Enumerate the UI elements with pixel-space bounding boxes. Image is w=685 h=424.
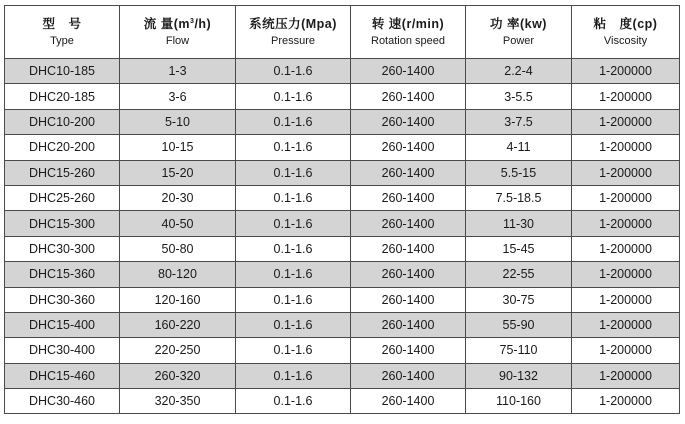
cell-pressure: 0.1-1.6 [236, 389, 351, 414]
table-row [5, 185, 680, 210]
header-power [466, 6, 572, 59]
cell-viscosity: 1-200000 [572, 84, 680, 109]
cell-type: DHC30-300 [5, 236, 120, 261]
cell-rotation-speed: 260-1400 [351, 135, 466, 160]
cell-type: DHC25-260 [5, 185, 120, 210]
cell-pressure: 0.1-1.6 [236, 59, 351, 84]
cell-flow: 40-50 [120, 211, 236, 236]
table-header-row [5, 6, 680, 59]
cell-flow: 3-6 [120, 84, 236, 109]
header-viscosity-zh: 粘 度(cp) [593, 17, 658, 31]
table-row [5, 262, 680, 287]
cell-viscosity: 1-200000 [572, 160, 680, 185]
cell-viscosity: 1-200000 [572, 363, 680, 388]
header-rotation-speed-en: Rotation speed [371, 35, 445, 47]
cell-pressure: 0.1-1.6 [236, 338, 351, 363]
table-row [5, 287, 680, 312]
cell-flow: 1-3 [120, 59, 236, 84]
cell-pressure: 0.1-1.6 [236, 236, 351, 261]
cell-pressure: 0.1-1.6 [236, 185, 351, 210]
header-flow-en: Flow [165, 35, 190, 47]
cell-rotation-speed: 260-1400 [351, 109, 466, 134]
cell-rotation-speed: 260-1400 [351, 312, 466, 337]
cell-flow: 80-120 [120, 262, 236, 287]
cell-power: 4-11 [466, 135, 572, 160]
cell-pressure: 0.1-1.6 [236, 287, 351, 312]
cell-rotation-speed: 260-1400 [351, 236, 466, 261]
table-row [5, 389, 680, 414]
cell-viscosity: 1-200000 [572, 211, 680, 236]
spec-table-container [4, 5, 680, 414]
cell-rotation-speed: 260-1400 [351, 389, 466, 414]
header-type [5, 6, 120, 59]
cell-type: DHC20-185 [5, 84, 120, 109]
header-pressure-en: Pressure [270, 35, 316, 47]
cell-type: DHC15-360 [5, 262, 120, 287]
cell-rotation-speed: 260-1400 [351, 363, 466, 388]
cell-type: DHC10-200 [5, 109, 120, 134]
header-flow-zh-pre: 流 量(m [143, 17, 191, 31]
cell-flow: 15-20 [120, 160, 236, 185]
table-row [5, 109, 680, 134]
cell-rotation-speed: 260-1400 [351, 59, 466, 84]
cell-type: DHC15-400 [5, 312, 120, 337]
cell-rotation-speed: 260-1400 [351, 338, 466, 363]
cell-pressure: 0.1-1.6 [236, 160, 351, 185]
header-type-zh: 型 号 [42, 17, 82, 31]
cell-viscosity: 1-200000 [572, 338, 680, 363]
table-row [5, 363, 680, 388]
cell-type: DHC15-260 [5, 160, 120, 185]
cell-power: 3-7.5 [466, 109, 572, 134]
cell-pressure: 0.1-1.6 [236, 363, 351, 388]
header-type-en: Type [50, 35, 74, 47]
table-row [5, 211, 680, 236]
header-flow [120, 6, 236, 59]
cell-power: 15-45 [466, 236, 572, 261]
cell-rotation-speed: 260-1400 [351, 287, 466, 312]
cell-power: 5.5-15 [466, 160, 572, 185]
cell-power: 11-30 [466, 211, 572, 236]
cell-type: DHC15-300 [5, 211, 120, 236]
cell-pressure: 0.1-1.6 [236, 84, 351, 109]
cell-pressure: 0.1-1.6 [236, 211, 351, 236]
header-viscosity [572, 6, 680, 59]
header-flow-zh-post: /h) [194, 17, 212, 31]
cell-viscosity: 1-200000 [572, 236, 680, 261]
cell-viscosity: 1-200000 [572, 287, 680, 312]
cell-viscosity: 1-200000 [572, 312, 680, 337]
header-power-zh: 功 率(kw) [490, 17, 547, 31]
pump-spec-table [4, 5, 680, 414]
header-rotation-speed [351, 6, 466, 59]
cell-power: 55-90 [466, 312, 572, 337]
cell-pressure: 0.1-1.6 [236, 109, 351, 134]
cell-viscosity: 1-200000 [572, 262, 680, 287]
cell-flow: 220-250 [120, 338, 236, 363]
cell-pressure: 0.1-1.6 [236, 135, 351, 160]
cell-flow: 320-350 [120, 389, 236, 414]
cell-power: 30-75 [466, 287, 572, 312]
cell-flow: 50-80 [120, 236, 236, 261]
header-flow-zh [120, 16, 235, 32]
cell-flow: 20-30 [120, 185, 236, 210]
table-row [5, 338, 680, 363]
cell-viscosity: 1-200000 [572, 59, 680, 84]
cell-power: 7.5-18.5 [466, 185, 572, 210]
cell-flow: 160-220 [120, 312, 236, 337]
table-row [5, 84, 680, 109]
cell-pressure: 0.1-1.6 [236, 312, 351, 337]
cell-type: DHC30-460 [5, 389, 120, 414]
cell-viscosity: 1-200000 [572, 135, 680, 160]
table-row [5, 160, 680, 185]
cell-power: 90-132 [466, 363, 572, 388]
cell-power: 3-5.5 [466, 84, 572, 109]
cell-type: DHC30-400 [5, 338, 120, 363]
header-flow-zh-sup: 3 [190, 17, 195, 25]
cell-flow: 5-10 [120, 109, 236, 134]
cell-flow: 260-320 [120, 363, 236, 388]
cell-rotation-speed: 260-1400 [351, 211, 466, 236]
cell-flow: 10-15 [120, 135, 236, 160]
cell-viscosity: 1-200000 [572, 109, 680, 134]
cell-rotation-speed: 260-1400 [351, 160, 466, 185]
cell-type: DHC10-185 [5, 59, 120, 84]
cell-power: 22-55 [466, 262, 572, 287]
table-row [5, 59, 680, 84]
cell-flow: 120-160 [120, 287, 236, 312]
cell-type: DHC15-460 [5, 363, 120, 388]
cell-type: DHC30-360 [5, 287, 120, 312]
cell-viscosity: 1-200000 [572, 185, 680, 210]
cell-power: 110-160 [466, 389, 572, 414]
cell-rotation-speed: 260-1400 [351, 185, 466, 210]
header-power-en: Power [502, 35, 535, 47]
table-row [5, 135, 680, 160]
table-row [5, 312, 680, 337]
cell-viscosity: 1-200000 [572, 389, 680, 414]
cell-power: 2.2-4 [466, 59, 572, 84]
header-viscosity-en: Viscosity [603, 35, 648, 47]
header-rotation-speed-zh: 转 速(r/min) [371, 17, 445, 31]
cell-rotation-speed: 260-1400 [351, 84, 466, 109]
cell-rotation-speed: 260-1400 [351, 262, 466, 287]
header-pressure-zh: 系统压力(Mpa) [249, 17, 337, 31]
cell-type: DHC20-200 [5, 135, 120, 160]
table-row [5, 236, 680, 261]
header-pressure [236, 6, 351, 59]
cell-pressure: 0.1-1.6 [236, 262, 351, 287]
cell-power: 75-110 [466, 338, 572, 363]
